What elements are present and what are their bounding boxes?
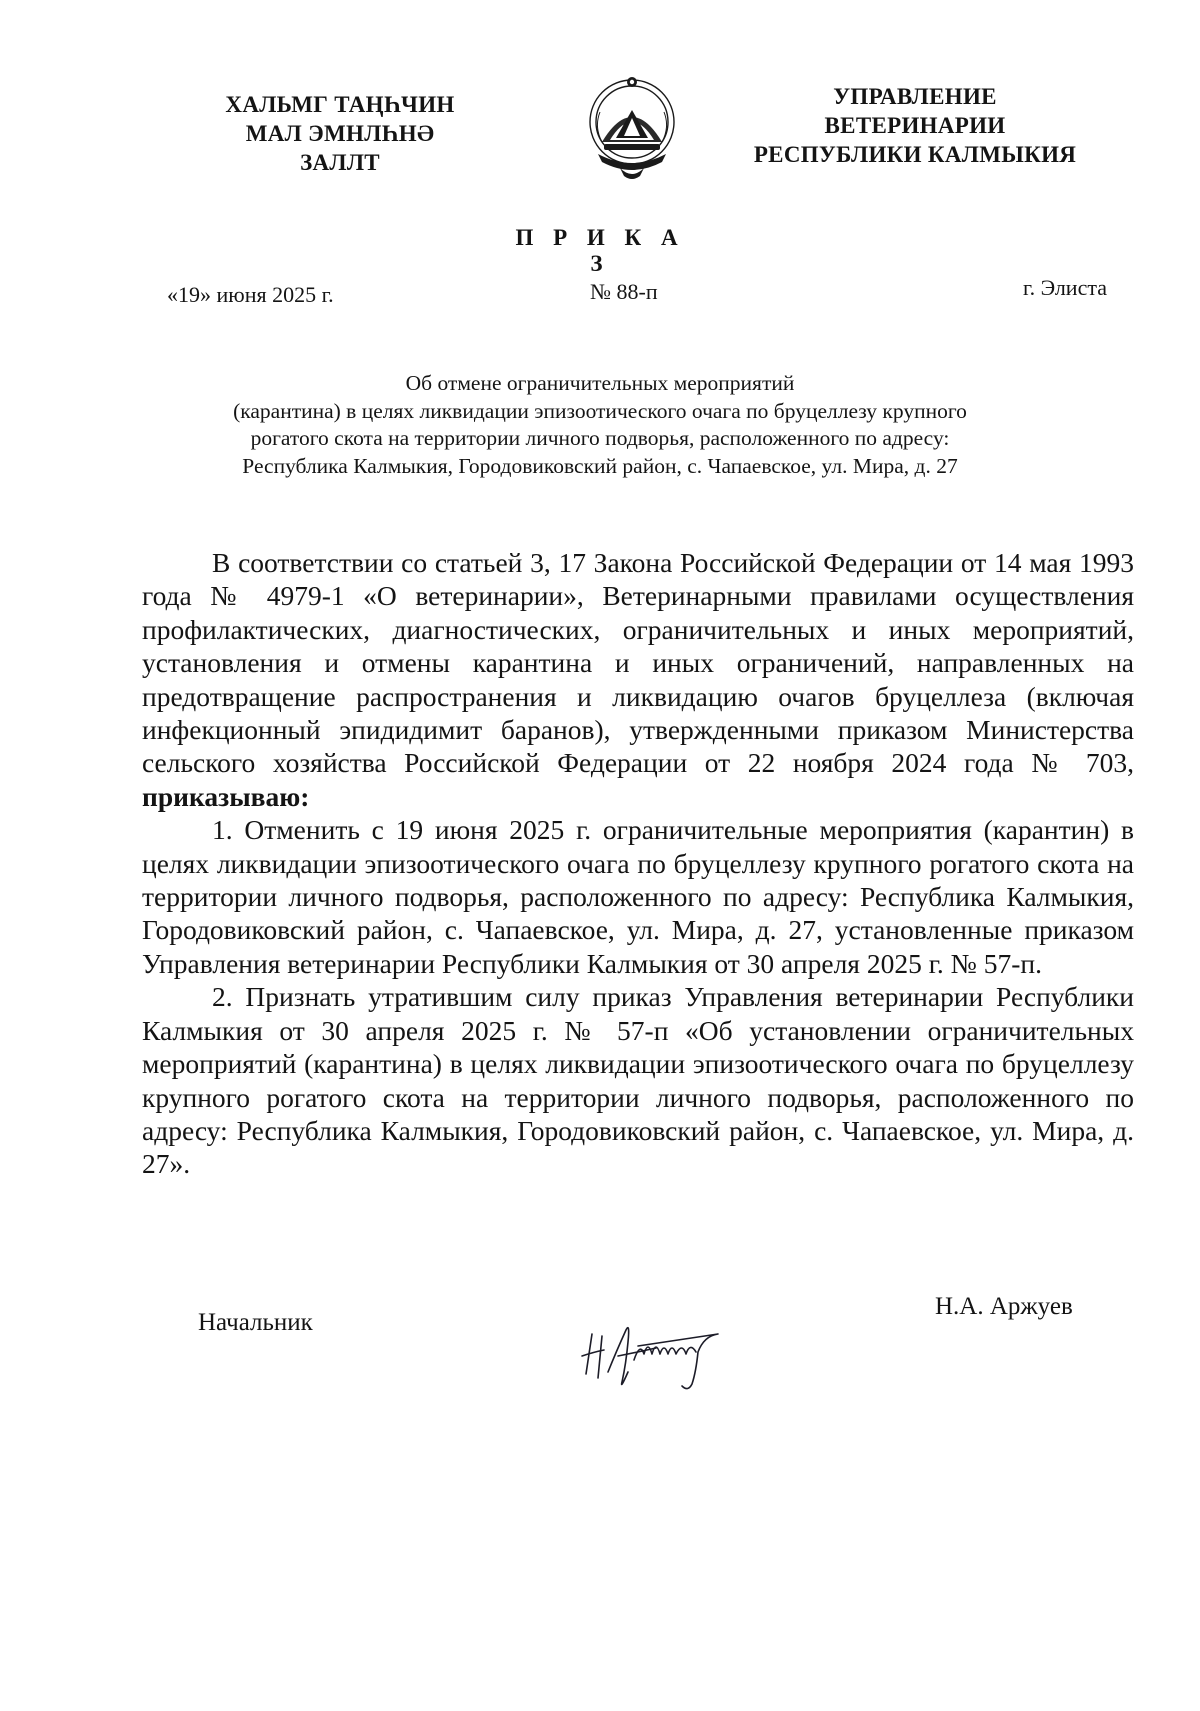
header-russian-line: ВЕТЕРИНАРИИ — [824, 113, 1006, 138]
header-russian-line: УПРАВЛЕНИЕ — [833, 84, 997, 109]
signatory-name: Н.А. Аржуев — [935, 1293, 1073, 1320]
header-kalmyk-line: ХАЛЬМГ ТАҢҺЧИН — [225, 92, 455, 117]
preamble-paragraph — [142, 546, 1134, 813]
document-number: № 88-п — [590, 279, 658, 304]
order-item-1: 1. Отменить с 19 июня 2025 г. ограничительные мероприятия (карантин) в целях ликвидации эпизоотического очага по бруцеллезу крупного рогатого скота на территории личного подворья, расположенного по адресу: Республика Калмыкия, Городовиковский район, с. Чапаевское, ул. Мира, д. 27, установленные приказом Управления ветеринарии Республики Калмыкия от 30 апреля 2025 г. № 57-п. — [142, 814, 1134, 979]
header-russian — [740, 82, 1090, 169]
subject-line: Республика Калмыкия, Городовиковский район, с. Чапаевское, ул. Мира, д. 27 — [242, 453, 958, 478]
order-item-2: 2. Признать утратившим силу приказ Управления ветеринарии Республики Калмыкия от 30 апреля 2025 г. № 57-п «Об установлении ограничительных мероприятий (карантина) в целях ликвидации эпизоотического очага по бруцеллезу крупного рогатого скота на территории личного подворья, расположенного по адресу: Республика Калмыкия, Городовиковский район, с. Чапаевское, ул. Мира, д. 27». — [142, 981, 1134, 1180]
header-kalmyk-line: ЗАЛЛТ — [300, 150, 380, 175]
handwritten-signature-icon — [578, 1312, 768, 1394]
document-body — [142, 546, 1134, 1181]
document-city: г. Элиста — [1023, 275, 1107, 300]
document-date: «19» июня 2025 г. — [167, 282, 334, 307]
header-kalmyk-line: МАЛ ЭМНЛҺНӘ — [245, 121, 435, 146]
subject-line: рогатого скота на территории личного подворья, расположенного по адресу: — [250, 426, 950, 450]
header-russian-line: РЕСПУБЛИКИ КАЛМЫКИЯ — [753, 142, 1077, 167]
order-verb: приказываю: — [142, 780, 310, 812]
signatory-title: Начальник — [198, 1309, 313, 1336]
document-subject — [150, 370, 1050, 480]
document-type: П Р И К А З — [515, 225, 685, 276]
header-kalmyk — [190, 90, 490, 177]
subject-line: (карантина) в целях ликвидации эпизоотического очага по бруцеллезу крупного — [233, 398, 967, 423]
coat-of-arms-emblem-icon — [580, 72, 684, 184]
subject-line: Об отмене ограничительных мероприятий — [405, 371, 795, 395]
preamble-text: В соответствии со статьей 3, 17 Закона Российской Федерации от 14 мая 1993 года № 4979-1 «О ветеринарии», Ветеринарными правилами осуществления профилактических, диагностических, ограничительных и иных мероприятий, установления и отмены карантина и иных ограничений, направленных на предотвращение распространения и ликвидацию очагов бруцеллеза (включая инфекционный эпидидимит баранов), утвержденными приказом Министерства сельского хозяйства Российской Федерации от 22 ноября 2024 года № 703, — [142, 547, 1134, 779]
